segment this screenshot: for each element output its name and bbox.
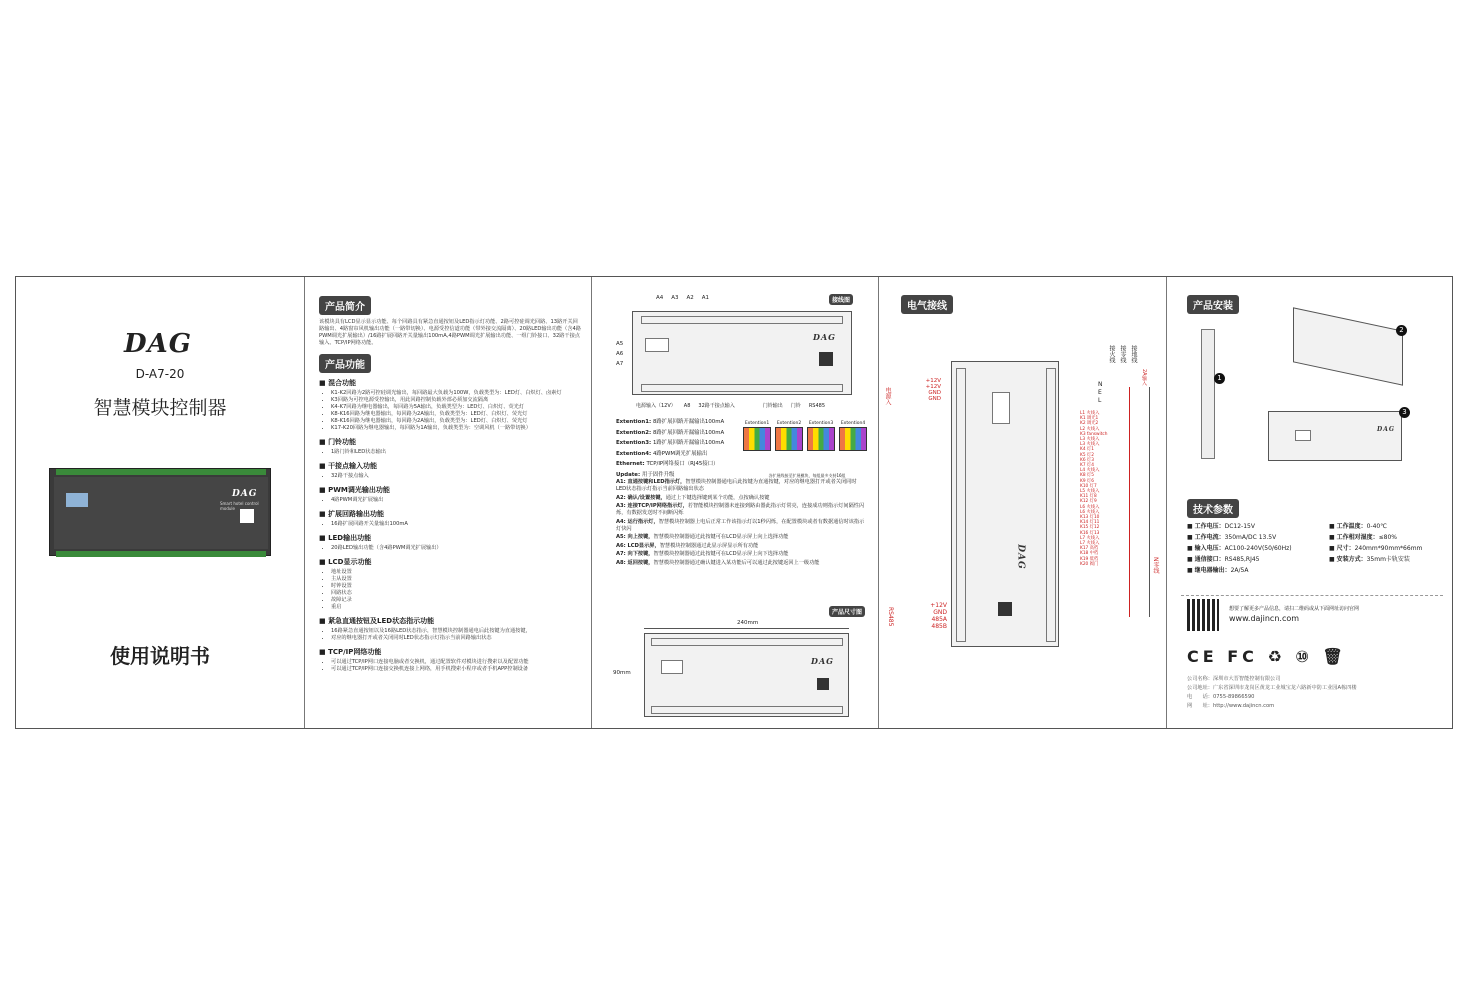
feature-item: • 1路门铃和LED状态输出 bbox=[331, 449, 581, 456]
ext-port bbox=[742, 421, 772, 452]
electrical-tag: 电气接线 bbox=[901, 295, 953, 314]
a-desc-row bbox=[616, 543, 866, 550]
bottom-label: RS485 bbox=[808, 403, 826, 409]
fuse-label: 2A输入 bbox=[1141, 369, 1147, 386]
brand-logo: DAG bbox=[124, 329, 192, 359]
feature-heading: ■ 干接点输入功能 bbox=[319, 461, 581, 471]
feature-item: • K4-K7回路为继电器输出，每回路为5A输出，负载类型为：LED灯、白炽灯、荧光灯 bbox=[331, 404, 581, 411]
spec-bullet: ■ bbox=[1187, 567, 1195, 574]
spec-key: 输入电压： bbox=[1194, 545, 1225, 552]
a-desc-row bbox=[616, 534, 866, 541]
spec-bullet: ■ bbox=[1329, 523, 1337, 530]
bottom-label: 32路干接点输入 bbox=[698, 403, 735, 409]
power-terminal: +12V bbox=[925, 378, 941, 384]
output-label: K7 灯4 bbox=[1080, 463, 1094, 469]
output-label: K2 调光2 bbox=[1080, 421, 1099, 427]
power-terminal: +12V bbox=[925, 384, 941, 390]
fc-icon: FC bbox=[1227, 647, 1258, 666]
feature-item: • 32路干接点输入 bbox=[331, 473, 581, 480]
ext-desc-key: Extention4: bbox=[616, 450, 653, 457]
rs485-terminal: 485A bbox=[931, 616, 947, 623]
a-label: A2 bbox=[686, 295, 694, 301]
feature-item: • 对应的继电器打开或者关闭同时LED状态指示灯指示当前回路输出状态 bbox=[331, 635, 581, 642]
manual-sheet bbox=[15, 276, 1453, 729]
a-desc-row bbox=[616, 503, 866, 517]
ce-icon: CE bbox=[1187, 647, 1218, 666]
output-label: L1 火线入 bbox=[1080, 411, 1100, 416]
feature-item: • K8-K16回路为继电器输出，每回路为2A输出，负载类型为：LED灯、白炽灯、荧光灯 bbox=[331, 418, 581, 425]
output-label: K16 灯13 bbox=[1080, 530, 1100, 536]
output-label: L2 火线入 bbox=[1080, 426, 1100, 432]
intro-text: 该模块具有LCD显示显示功能、每个回路具有紧急直通按钮及LED指示灯功能、2路可控硅调光回路、13路开关回路输出、4路窗帘风机输出功能（一路带切换）、电源受控信道功能（带外接交流隔离）、20路LED输出功能（含4路PWM调光扩展输出）/16路扩展回路开关量输出100mA,4路PWM调光扩展输出功能、一组门铃接口、32路干接点输入、TCP/IP网络功能。 bbox=[319, 319, 581, 346]
device-photo: DAG Smart hotel control module bbox=[49, 468, 271, 556]
a-desc-row bbox=[616, 551, 866, 558]
spec-key: 工作电流： bbox=[1194, 534, 1225, 541]
a-desc-row bbox=[616, 519, 866, 533]
spec-bullet: ■ bbox=[1329, 556, 1337, 563]
ext-desc-row bbox=[616, 417, 742, 428]
ext-desc-row bbox=[616, 428, 742, 439]
spec-row bbox=[1329, 532, 1422, 543]
output-label: L5 火线入 bbox=[1080, 489, 1100, 495]
feature-items bbox=[319, 659, 581, 673]
feature-item: • 16路紧急直通按钮以及16路LED状态指示，智慧模块控制器通电后此按键为直通按键， bbox=[331, 628, 581, 635]
feature-heading: ■ LCD显示功能 bbox=[319, 557, 581, 567]
qr-text: 想要了解更多产品信息，请扫二维码或从下面网址访问官网 bbox=[1229, 606, 1360, 612]
cover-panel bbox=[16, 277, 304, 728]
output-label: L4 火线入 bbox=[1080, 468, 1100, 474]
output-label: K20 阀门 bbox=[1080, 561, 1099, 567]
spec-bullet: ■ bbox=[1187, 534, 1195, 541]
feature-items bbox=[319, 449, 581, 456]
spec-row bbox=[1187, 554, 1292, 565]
output-label: L6 火线入 bbox=[1080, 504, 1100, 510]
weee-bin-icon: 🗑 bbox=[1322, 647, 1347, 666]
bottom-label: 门铃 bbox=[790, 403, 801, 409]
ext-port bbox=[774, 421, 804, 452]
a-label: A7 bbox=[616, 361, 624, 367]
output-label: L7 火线入 bbox=[1080, 541, 1100, 547]
output-label: K12 灯9 bbox=[1080, 499, 1097, 505]
a-label: A6 bbox=[616, 351, 624, 357]
output-label: L7 火线入 bbox=[1080, 535, 1100, 541]
a-label: A4 bbox=[656, 295, 664, 301]
feature-item: • 可以通过TCP/IP网口连接电脑或者交换机，通过配置软件对模块进行搜索以及配置功能 bbox=[331, 659, 581, 666]
spec-key: 工作相对湿度： bbox=[1336, 534, 1379, 541]
spec-row bbox=[1329, 543, 1422, 554]
spec-bullet: ■ bbox=[1187, 556, 1195, 563]
cert-icons bbox=[1187, 647, 1347, 666]
product-name: 智慧模块控制器 bbox=[93, 397, 227, 419]
a-label: A1 bbox=[701, 295, 710, 301]
ext-label: Extention2 bbox=[776, 421, 802, 426]
install-panel bbox=[1166, 277, 1454, 728]
mains-short-label: E bbox=[1098, 389, 1102, 396]
ext-note: 各扩展线接至扩展模块，每组最多支持16组 bbox=[768, 473, 846, 478]
a-desc-key: A4: 运行指示灯， bbox=[616, 518, 659, 525]
spec-key: 工作温度： bbox=[1336, 523, 1367, 530]
company-web[interactable]: 网 址：http://www.dajincn.com bbox=[1187, 703, 1275, 709]
ext-desc-value: 1路扩展回路开漏输出100mA bbox=[652, 440, 725, 446]
mains-label: 接火线 bbox=[1108, 345, 1115, 363]
a-desc-value: 智慧模块控制器通过确认键进入某功能后可以通过此按键返回上一级功能 bbox=[653, 559, 820, 566]
a-desc-value: 通过上下键选择键到某个功能，点按确认按键 bbox=[665, 494, 770, 501]
features-list bbox=[319, 378, 581, 673]
output-label: K14 灯11 bbox=[1080, 520, 1100, 526]
a-desc-row bbox=[616, 479, 866, 493]
power-terminal: GND bbox=[928, 396, 941, 402]
a-desc-key: A7: 向下按键， bbox=[616, 551, 654, 557]
feature-item: • 16路扩展回路开关量输出100mA bbox=[331, 521, 581, 528]
ext-desc-value: 4路PWM调光扩展输出 bbox=[652, 450, 708, 457]
width-dim: 240mm bbox=[737, 620, 759, 626]
feature-heading: ■ 紧急直通按钮及LED状态指示功能 bbox=[319, 616, 581, 626]
wiring-panel bbox=[591, 277, 878, 728]
output-label: K9 灯6 bbox=[1080, 478, 1094, 484]
feature-item: • 20路LED输出功能（含4路PWM调光扩展输出） bbox=[331, 545, 581, 552]
spec-row bbox=[1329, 521, 1422, 532]
spec-value: 0-40℃ bbox=[1366, 523, 1387, 530]
ext-desc-value: 用于固件升级 bbox=[642, 471, 675, 478]
spec-value: RS485,RJ45 bbox=[1224, 556, 1260, 563]
install-tag: 产品安装 bbox=[1187, 295, 1239, 314]
a-label: A5 bbox=[616, 341, 624, 347]
feature-item: • K8-K16回路为继电器输出，每回路为2A输出，负载类型为：LED灯、白炽灯、荧光灯 bbox=[331, 411, 581, 418]
neutral-label: N零线 bbox=[1152, 557, 1159, 574]
rj45-icon bbox=[743, 427, 771, 451]
a-desc-value: 智慧模块控制器通过此显示屏显示所有功能 bbox=[659, 542, 759, 549]
feature-item: • 重启 bbox=[331, 604, 581, 611]
install-device-angled bbox=[1293, 307, 1403, 385]
size-tag: 产品尺寸图 bbox=[829, 606, 865, 617]
feature-items bbox=[319, 521, 581, 528]
rs485-terminal: +12V bbox=[930, 602, 947, 609]
electrical-device: DAG bbox=[951, 361, 1059, 647]
output-label: K6 灯3 bbox=[1080, 457, 1094, 463]
a-desc-key: A8: 返回按键， bbox=[616, 559, 654, 566]
a-desc-row bbox=[616, 560, 866, 567]
output-label: K10 灯7 bbox=[1080, 483, 1097, 489]
wiring-tag: 接线图 bbox=[829, 294, 853, 305]
spec-key: 工作电压： bbox=[1194, 523, 1225, 530]
ext-desc-value: 8路扩展回路开漏输出100mA bbox=[652, 419, 725, 425]
a-desc-value: 智慧模块控制器通过此按键可在LCD显示屏上向下选择功能 bbox=[653, 551, 789, 557]
feature-items bbox=[319, 545, 581, 552]
rj45-icon bbox=[775, 427, 803, 451]
spec-value: DC12-15V bbox=[1224, 523, 1255, 530]
spec-key: 尺寸： bbox=[1336, 545, 1355, 552]
manual-title: 使用说明书 bbox=[110, 644, 210, 668]
company-name: 公司名称：深圳市大晋智能控制有限公司 bbox=[1187, 676, 1281, 682]
mains-label: 接零线 bbox=[1119, 345, 1126, 363]
ext-label: Extention1 bbox=[744, 421, 770, 426]
mains-label: 接地线 bbox=[1130, 345, 1137, 363]
output-label: K17 高档 bbox=[1080, 546, 1099, 552]
rj45-icon bbox=[839, 427, 867, 451]
ext-desc-row bbox=[616, 459, 742, 470]
website-url[interactable]: www.dajincn.com bbox=[1229, 614, 1300, 623]
ext-desc-key: Extention2: bbox=[616, 429, 653, 436]
spec-row bbox=[1329, 554, 1422, 565]
bottom-label: 门铃输出 bbox=[762, 403, 783, 409]
feature-heading: ■ TCP/IP网络功能 bbox=[319, 647, 581, 657]
feature-items bbox=[319, 497, 581, 504]
a-desc-value: 若智能模块控制器未连接到路由器此指示灯常亮，连接成功则指示灯间隔性闪烁，有数据发送时不间断闪烁 bbox=[616, 503, 865, 516]
feature-item: • 时钟设置 bbox=[331, 583, 581, 590]
a-desc-key: A5: 向上按键， bbox=[616, 534, 654, 540]
output-label: K3 fanswitch bbox=[1080, 431, 1108, 437]
specs-tag: 技术参数 bbox=[1187, 499, 1239, 518]
output-label: K5 灯2 bbox=[1080, 452, 1094, 458]
output-label: L3 火线入 bbox=[1080, 437, 1100, 443]
a-label: A3 bbox=[671, 295, 679, 301]
bottom-label: A8 bbox=[683, 403, 691, 409]
output-label: K13 灯10 bbox=[1080, 515, 1100, 521]
output-label: L3 火线入 bbox=[1080, 442, 1100, 448]
spec-row bbox=[1187, 521, 1292, 532]
ext-desc-key: Extention1: bbox=[616, 419, 653, 425]
height-dim: 90mm bbox=[613, 670, 631, 676]
spec-bullet: ■ bbox=[1329, 545, 1337, 552]
a-desc-row bbox=[616, 495, 866, 502]
feature-item: • 故障记录 bbox=[331, 597, 581, 604]
spec-value: 2A/5A bbox=[1230, 567, 1249, 574]
ext-desc-row bbox=[616, 438, 742, 449]
output-label: K8 灯5 bbox=[1080, 473, 1094, 479]
feature-item: • 可以通过TCP/IP网口连接交换机连接上网络，用手机搜索小程序或者手机APP控制设备 bbox=[331, 666, 581, 673]
size-device: DAG bbox=[644, 633, 849, 717]
spec-bullet: ■ bbox=[1329, 534, 1337, 541]
output-label: K19 低档 bbox=[1080, 556, 1099, 562]
step-2: 2 bbox=[1396, 325, 1407, 336]
ext-label: Extention4 bbox=[840, 421, 866, 426]
output-label: L6 火线入 bbox=[1080, 509, 1100, 515]
spec-row bbox=[1187, 543, 1292, 554]
rs485-label: RS485 bbox=[887, 607, 894, 627]
feature-heading: ■ 门铃功能 bbox=[319, 437, 581, 447]
din-rail bbox=[1201, 329, 1215, 459]
a-desc-key: A6: LCD显示屏， bbox=[616, 542, 660, 549]
ext-desc-value: 8路扩展回路开漏输出100mA bbox=[652, 429, 725, 436]
rs485-terminal: GND bbox=[933, 609, 947, 616]
mains-short-label: N bbox=[1098, 381, 1103, 388]
ten-year-icon: ⑩ bbox=[1295, 647, 1313, 666]
features-tag: 产品功能 bbox=[319, 354, 371, 373]
output-label: K15 灯12 bbox=[1080, 525, 1100, 531]
spec-row bbox=[1187, 532, 1292, 543]
feature-items bbox=[319, 390, 581, 432]
power-label: 电源入 bbox=[884, 387, 891, 405]
output-label: K11 灯8 bbox=[1080, 494, 1097, 500]
feature-item: • K1-K2回路为2路可控硅调光输出，每回路最大负载为100W，负载类型为：LED灯、白炽灯、卤素灯 bbox=[331, 390, 581, 397]
feature-item: • 回路状态 bbox=[331, 590, 581, 597]
recycle-icon: ♻ bbox=[1267, 647, 1286, 666]
spec-value: 35mm卡轨安装 bbox=[1366, 556, 1410, 563]
a-desc-key: A3: 连接TCP/IP网络指示灯， bbox=[616, 503, 688, 509]
feature-heading: ■ 混合功能 bbox=[319, 378, 581, 388]
feature-items bbox=[319, 569, 581, 611]
company-address: 公司地址：广东省深圳市龙岗区黄龙工业城宝龙六路新中防工业园A栋四楼 bbox=[1187, 685, 1357, 691]
feature-item: • K17-K20回路为继电器输出，每回路为1A输出，负载类型为：空调风机（一路带切换） bbox=[331, 425, 581, 432]
model-number: D-A7-20 bbox=[135, 367, 185, 381]
wiring-device: DAG bbox=[632, 311, 852, 395]
spec-bullet: ■ bbox=[1187, 545, 1195, 552]
spec-row bbox=[1187, 565, 1292, 576]
feature-items bbox=[319, 473, 581, 480]
ext-desc-key: Update: bbox=[616, 471, 642, 478]
a-desc-value: 智慧模块控制器通电后此按键为直通按键，对应的继电器打开或者关闭同时LED状态指示灯指示当前回路输出状态 bbox=[616, 479, 857, 492]
company-phone: 电 话：0755-89866590 bbox=[1187, 694, 1255, 700]
mains-short-label: L bbox=[1098, 397, 1102, 404]
power-terminal: GND bbox=[928, 390, 941, 396]
feature-item: • K3回路为可控电源受控输出，用此回路控制负载外部必须加交流隔离 bbox=[331, 397, 581, 404]
ext-port bbox=[838, 421, 868, 452]
ext-desc-key: Ethernet: bbox=[616, 461, 647, 467]
a-desc-value: 智慧模块控制器上电后正常工作该指示灯以1秒闪烁，在配置模块或者有数据通信时该指示灯快闪 bbox=[616, 518, 865, 532]
spec-value: 240mm*90mm*66mm bbox=[1354, 545, 1423, 552]
output-label: K1 调光1 bbox=[1080, 416, 1099, 422]
features-panel bbox=[304, 277, 591, 728]
output-label: K4 灯1 bbox=[1080, 447, 1094, 453]
output-label: K18 中档 bbox=[1080, 551, 1099, 557]
install-device-mounted: DAG bbox=[1268, 411, 1402, 461]
feature-heading: ■ LED输出功能 bbox=[319, 533, 581, 543]
feature-item: • 4路PWM调光扩展输出 bbox=[331, 497, 581, 504]
feature-items bbox=[319, 628, 581, 642]
electrical-panel bbox=[878, 277, 1166, 728]
ext-desc-row bbox=[616, 449, 742, 460]
spec-value: ≤80% bbox=[1378, 534, 1397, 541]
a-desc-key: A1: 直通按键和LED指示灯， bbox=[616, 479, 686, 485]
rj45-icon bbox=[807, 427, 835, 451]
rs485-terminal: 485B bbox=[931, 623, 947, 630]
spec-bullet: ■ bbox=[1187, 523, 1195, 530]
spec-value: AC100-240V(50/60Hz) bbox=[1224, 545, 1292, 552]
a-desc-key: A2: 确认/设置按键， bbox=[616, 494, 666, 501]
feature-heading: ■ PWM调光输出功能 bbox=[319, 485, 581, 495]
ext-port bbox=[806, 421, 836, 452]
step-1: 1 bbox=[1214, 373, 1225, 384]
ext-desc-key: Extention3: bbox=[616, 440, 653, 446]
spec-key: 安装方式： bbox=[1336, 556, 1367, 563]
spec-key: 通信接口： bbox=[1194, 556, 1225, 563]
spec-key: 继电器输出： bbox=[1194, 567, 1231, 574]
a-desc-value: 智慧模块控制器通过此按键可在LCD显示屏上向上选择功能 bbox=[653, 534, 789, 540]
feature-item: • 主从设置 bbox=[331, 576, 581, 583]
ext-desc-value: TCP/IP网络接口（RJ45接口） bbox=[646, 461, 719, 467]
spec-value: 350mA/DC 13.5V bbox=[1224, 534, 1277, 541]
qr-code bbox=[1187, 599, 1219, 631]
step-3: 3 bbox=[1399, 407, 1410, 418]
feature-heading: ■ 扩展回路输出功能 bbox=[319, 509, 581, 519]
feature-item: • 地址设置 bbox=[331, 569, 581, 576]
ext-label: Extention3 bbox=[808, 421, 834, 426]
intro-tag: 产品简介 bbox=[319, 296, 371, 315]
bottom-label: 电源输入（12V） bbox=[636, 403, 676, 409]
